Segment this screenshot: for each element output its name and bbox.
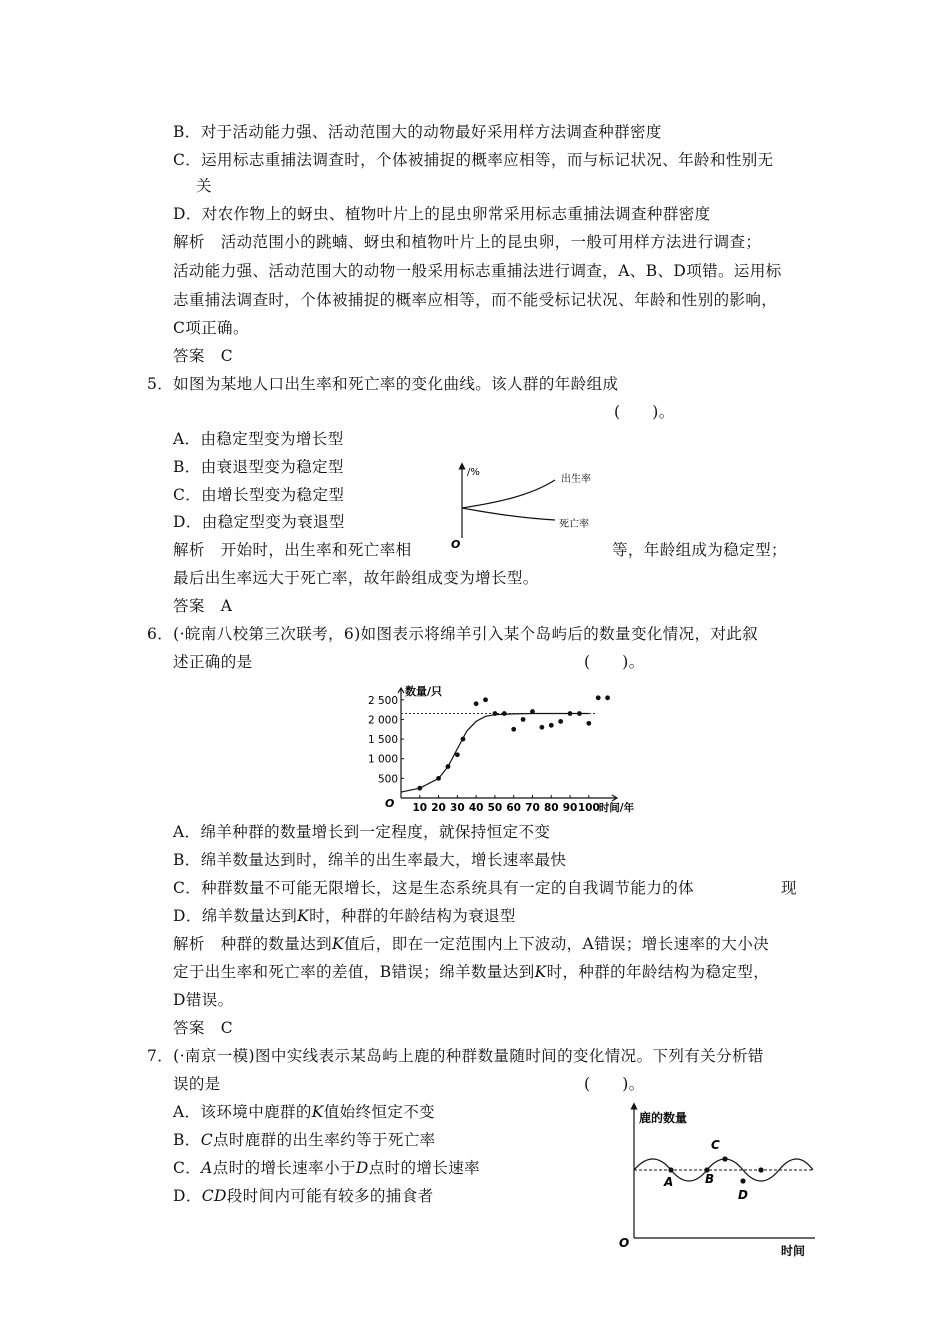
- data-point: [455, 752, 460, 757]
- x-axis-title: 时间/年: [598, 802, 635, 814]
- data-point: [502, 711, 507, 716]
- x-tick-label: 30: [450, 802, 465, 814]
- q4-option-b: B．对于活动能力强、活动范围大的动物最好采用样方法调查种群密度: [173, 123, 662, 141]
- q4-answer: 答案 C: [173, 347, 233, 365]
- x-tick-label: 50: [487, 802, 503, 814]
- q5-stem: 5．如图为某地人口出生率和死亡率的变化曲线。该人群的年龄组成: [147, 375, 619, 393]
- data-point: [586, 721, 591, 726]
- y-axis-title: 数量/只: [405, 685, 443, 698]
- x-tick-label: 10: [412, 802, 428, 814]
- y-tick-label: 1 500: [367, 734, 398, 747]
- q6-option-d: D．绵羊数量达到K时，种群的年龄结构为衰退型: [173, 907, 516, 925]
- data-point: [483, 697, 488, 702]
- origin-label: O: [619, 1236, 630, 1250]
- q5-option-a: A．由稳定型变为增长型: [173, 430, 344, 448]
- data-point: [577, 711, 582, 716]
- sheep-population-chart: [367, 680, 640, 815]
- x-tick-label: 100: [577, 802, 600, 814]
- q7-deer-figure: [615, 1100, 825, 1265]
- point-a: [668, 1167, 673, 1172]
- data-point: [605, 695, 610, 700]
- birth-rate-curve: [462, 480, 555, 508]
- label-b: B: [705, 1172, 715, 1186]
- q6-option-a: A．绵羊种群的数量增长到一定程度，就保持恒定不变: [173, 823, 551, 841]
- q6-analysis-line: 解析 种群的数量达到K值后，即在一定范围内上下波动，A错误；增长速率的大小决: [173, 935, 769, 953]
- q4-analysis-line: 志重捕法调查时，个体被捕捉的概率应相等，而不能受标记状况、年龄和性别的影响，: [173, 291, 778, 309]
- y-tick-label: 500: [377, 773, 398, 786]
- q4-option-c: C．运用标志重捕法调查时，个体被捕捉的概率应相等，而与标记状况、年龄和性别无: [173, 151, 774, 169]
- point-c: [722, 1156, 727, 1161]
- label-c: C: [711, 1138, 720, 1152]
- data-point: [446, 764, 451, 769]
- q5-option-b: B．由衰退型变为稳定型: [173, 458, 344, 476]
- q6-answer: 答案 C: [173, 1019, 233, 1037]
- q7-option-d: D．CD段时间内可能有较多的捕食者: [173, 1187, 434, 1205]
- y-tick-label: 1 000: [367, 753, 398, 766]
- y-axis-label: 鹿的数量: [639, 1111, 688, 1125]
- y-tick-label: 2 000: [367, 714, 398, 727]
- data-point: [549, 723, 554, 728]
- death-rate-curve: [462, 508, 555, 520]
- data-point: [417, 786, 422, 791]
- q7-option-c: C．A点时的增长速率小于D点时的增长速率: [173, 1159, 481, 1177]
- q6-stem-cont: 述正确的是: [173, 653, 253, 671]
- q6-analysis-line: D错误。: [173, 991, 234, 1009]
- q4-analysis-line: 解析 活动范围小的跳蝻、蚜虫和植物叶片上的昆虫卵，一般可用样方法进行调查；: [173, 233, 762, 251]
- q7-answer-bracket: ( )。: [584, 1075, 645, 1093]
- label-d: D: [738, 1188, 748, 1202]
- data-point: [511, 727, 516, 732]
- q4-analysis-line: 活动能力强、活动范围大的动物一般采用标志重捕法进行调查，A、B、D项错。运用标: [173, 262, 782, 280]
- data-point: [530, 709, 535, 714]
- point-d: [740, 1178, 745, 1183]
- q4-option-d: D．对农作物上的蚜虫、植物叶片上的昆虫卵常采用标志重捕法调查种群密度: [173, 205, 711, 223]
- death-rate-label: 死亡率: [559, 519, 589, 530]
- x-axis-label: 时间: [781, 1244, 806, 1258]
- q7-option-a: A．该环境中鹿群的K值始终恒定不变: [173, 1103, 436, 1121]
- q6-option-b: B．绵羊数量达到时，绵羊的出生率最大，增长速率最快: [173, 851, 567, 869]
- x-tick-label: 70: [525, 802, 540, 814]
- data-point: [436, 776, 441, 781]
- x-tick-label: 60: [506, 802, 522, 814]
- q5-analysis-line: 最后出生率远大于死亡率，故年龄组成变为增长型。: [173, 569, 539, 587]
- birth-rate-label: 出生率: [561, 474, 591, 485]
- x-tick-label: 40: [468, 802, 484, 814]
- q6-option-c: C．种群数量不可能无限增长，这是生态系统具有一定的自我调节能力的体: [173, 879, 695, 897]
- q4-option-c-cont: 关: [196, 177, 212, 195]
- q6-answer-bracket: ( )。: [584, 653, 645, 671]
- data-point: [596, 695, 601, 700]
- q7-option-b: B．C点时鹿群的出生率约等于死亡率: [173, 1131, 436, 1149]
- q7-stem-cont: 误的是: [173, 1075, 221, 1093]
- data-point: [521, 717, 526, 722]
- data-point: [474, 701, 479, 706]
- data-point: [558, 719, 563, 724]
- q5-analysis-line: 等，年龄组成为稳定型；: [612, 541, 787, 559]
- q5-answer: 答案 A: [173, 597, 233, 615]
- origin-label: O: [385, 797, 395, 810]
- logistic-curve: [401, 714, 589, 793]
- x-tick-label: 90: [562, 802, 578, 814]
- label-a: A: [664, 1175, 674, 1189]
- x-tick-label: 80: [543, 802, 559, 814]
- data-point: [539, 725, 544, 730]
- q5-analysis-line: 解析 开始时，出生率和死亡率相: [173, 541, 412, 559]
- q5-option-c: C．由增长型变为稳定型: [173, 486, 345, 504]
- data-point: [568, 711, 573, 716]
- q5-option-d: D．由稳定型变为衰退型: [173, 513, 345, 531]
- q5-rate-figure: [445, 458, 605, 553]
- q4-analysis-line: C项正确。: [173, 319, 249, 337]
- data-point: [493, 711, 498, 716]
- y-tick-label: 2 500: [367, 694, 398, 707]
- data-point: [461, 737, 466, 742]
- origin-label: O: [451, 538, 461, 551]
- q6-stem: 6．(·皖南八校第三次联考，6)如图表示将绵羊引入某个岛屿后的数量变化情况，对此叙: [147, 625, 759, 643]
- q6-analysis-line: 定于出生率和死亡率的差值，B错误；绵羊数量达到K时，种群的年龄结构为稳定型，: [173, 963, 770, 981]
- point-extra: [758, 1167, 763, 1172]
- q6-option-c-end: 现: [781, 879, 797, 897]
- q5-answer-bracket: ( )。: [614, 403, 675, 421]
- x-tick-label: 20: [431, 802, 446, 814]
- q7-stem: 7．(·南京一模)图中实线表示某岛屿上鹿的种群数量随时间的变化情况。下列有关分析错: [147, 1047, 764, 1065]
- y-axis-label: /%: [467, 467, 480, 478]
